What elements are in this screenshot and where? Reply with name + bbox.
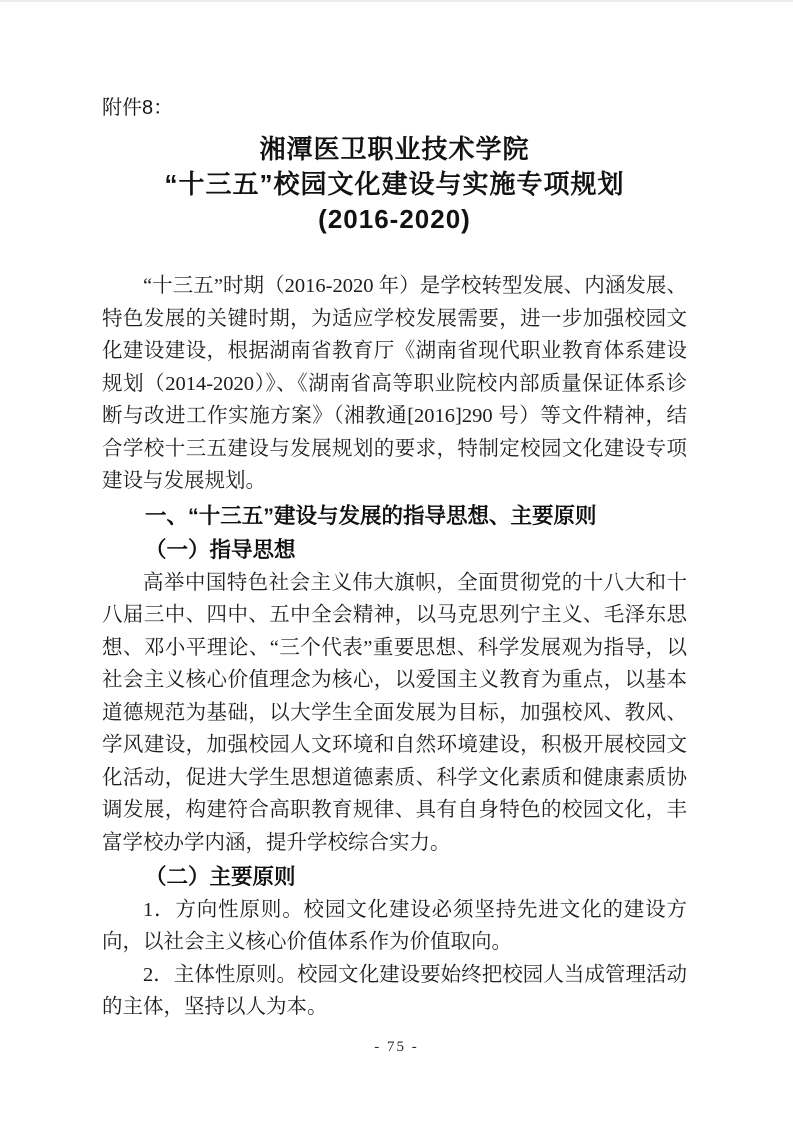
subsection-heading: （一）指导思想 (145, 538, 296, 562)
document-content (0, 2, 793, 1024)
subsection-heading: （二）主要原则 (145, 865, 296, 889)
attachment-label: 附件8： (102, 97, 174, 119)
title-line-school: 湘潭医卫职业技术学院 (259, 134, 530, 164)
document-body (102, 270, 687, 1024)
title-line-plan: “十三五”校园文化建设与实施专项规划 (164, 169, 625, 199)
page-number: - 75 - (374, 1039, 419, 1055)
paragraph: 1．方向性原则。校园文化建设必须坚持先进文化的建设方向，以社会主义核心价值体系作为价值取向。 (102, 898, 687, 953)
title-line-years: (2016-2020) (318, 204, 471, 234)
paragraph: “十三五”时期（2016-2020 年）是学校转型发展、内涵发展、特色发展的关键时期，为适应学校发展需要，进一步加强校园文化建设建设，根据湖南省教育厅《湖南省现代职业教育体系建设规划（2014-2020）》、《湖南省高等职业院校内部质量保证体系诊断与改进工作实施方案》（湘教通[2016]290 号）等文件精神，结合学校十三五建设与发展规划的要求，特制定校园文化建设专项建设与发展规划。 (102, 275, 687, 492)
paragraph: 2．主体性原则。校园文化建设要始终把校园人当成管理活动的主体，坚持以人为本。 (102, 963, 687, 1018)
document-title (102, 132, 687, 237)
section-heading: 一、“十三五”建设与发展的指导思想、主要原则 (145, 503, 597, 528)
paragraph: 高举中国特色社会主义伟大旗帜，全面贯彻党的十八大和十八届三中、四中、五中全会精神，以马克思列宁主义、毛泽东思想、邓小平理论、“三个代表”重要思想、科学发展观为指导，以社会主义核心价值理念为核心，以爱国主义教育为重点，以基本道德规范为基础，以大学生全面发展为目标，加强校风、教风、学风建设，加强校园人文环境和自然环境建设，积极开展校园文化活动，促进大学生思想道德素质、科学文化素质和健康素质协调发展，构建符合高职教育规律、具有自身特色的校园文化，丰富学校办学内涵，提升学校综合实力。 (102, 571, 687, 854)
